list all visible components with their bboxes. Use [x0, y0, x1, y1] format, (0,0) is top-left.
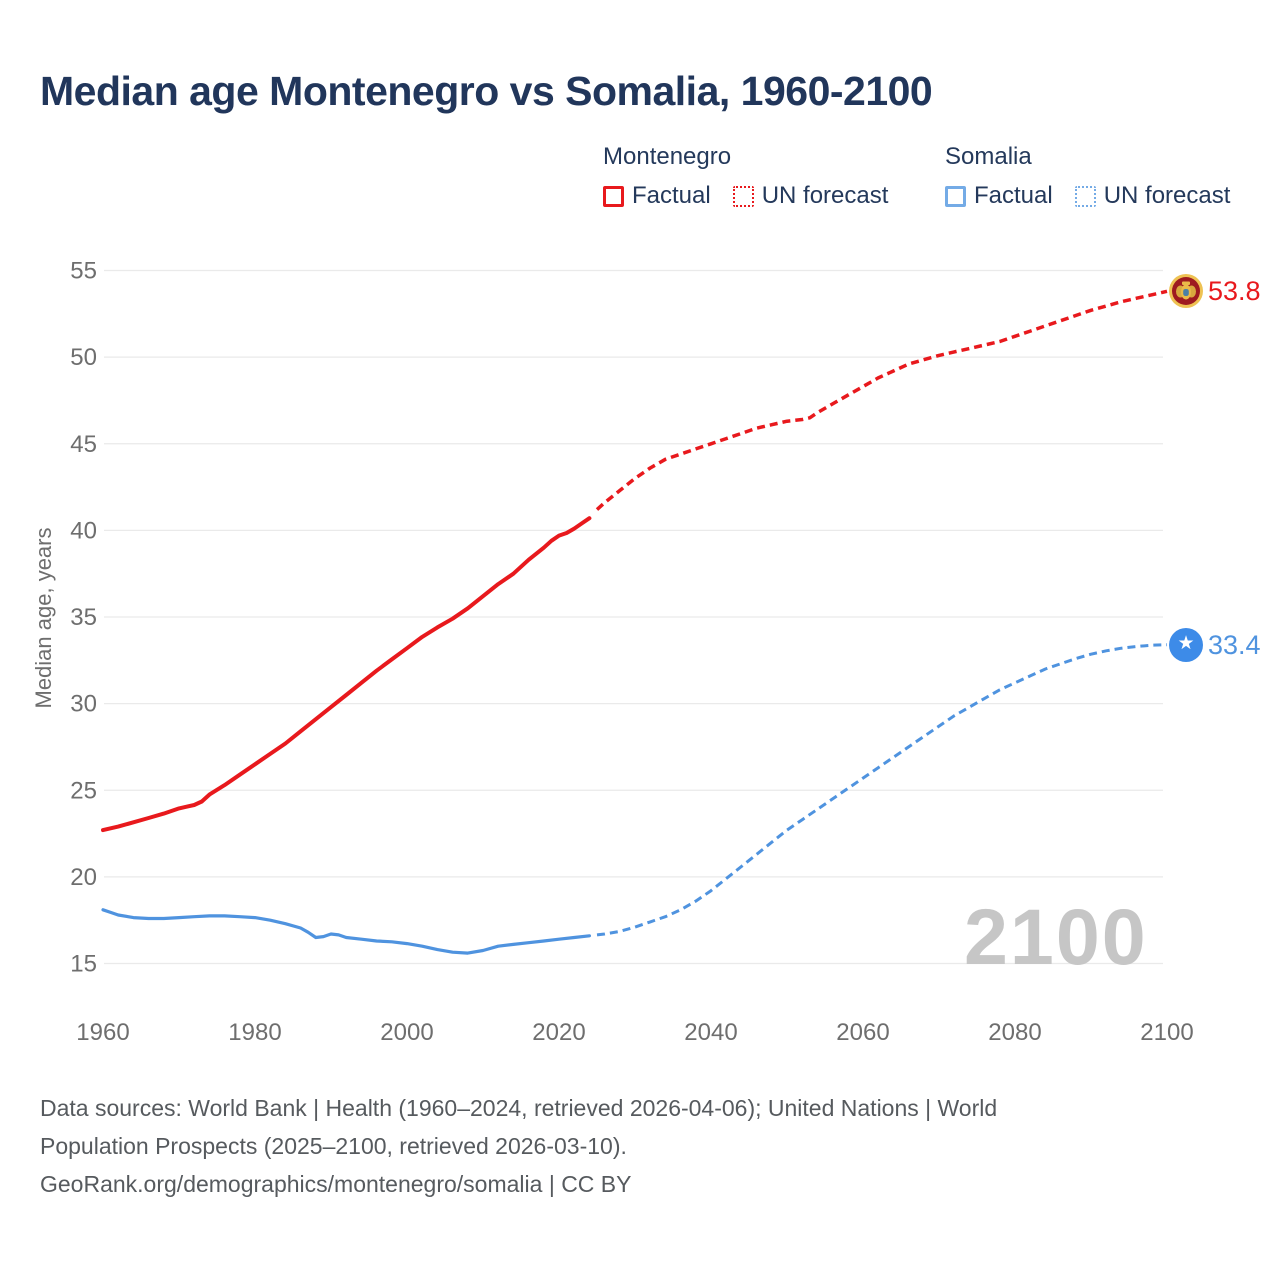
montenegro-flag-emblem	[1169, 274, 1203, 308]
y-tick-label-45: 45	[70, 430, 97, 458]
legend-item-label: Factual	[974, 182, 1053, 209]
somalia-end-value: 33.4	[1208, 629, 1261, 660]
x-tick-label-2020: 2020	[532, 1019, 586, 1046]
source-line-3: GeoRank.org/demographics/montenegro/somalia | CC BY	[40, 1171, 632, 1197]
series-line-somalia-factual	[103, 910, 589, 953]
x-tick-label-2080: 2080	[988, 1019, 1042, 1046]
y-axis-title: Median age, years	[31, 527, 56, 709]
legend-item-label: UN forecast	[761, 182, 889, 209]
star-icon: ★	[1177, 633, 1195, 655]
somalia-flag-icon	[1169, 628, 1203, 662]
x-tick-label-1960: 1960	[76, 1019, 130, 1046]
y-tick-label-30: 30	[70, 690, 97, 718]
montenegro-end-value: 53.8	[1208, 276, 1261, 307]
source-line-1: Data sources: World Bank | Health (1960–2024, retrieved 2026-04-06); United Nations | World	[40, 1095, 998, 1121]
y-tick-label-25: 25	[70, 777, 97, 805]
x-tick-label-1980: 1980	[228, 1019, 282, 1046]
source-attribution	[40, 1089, 997, 1203]
y-tick-label-35: 35	[70, 604, 97, 631]
y-tick-label-55: 55	[70, 257, 97, 285]
x-tick-label-2100: 2100	[1140, 1019, 1194, 1046]
montenegro-flag-icon	[1169, 274, 1203, 308]
legend-item-label: UN forecast	[1103, 182, 1231, 209]
y-tick-label-20: 20	[70, 863, 97, 891]
watermark-year: 2100	[964, 892, 1148, 981]
y-tick-label-15: 15	[70, 950, 97, 978]
legend-item-label: Factual	[632, 182, 711, 209]
y-tick-label-50: 50	[70, 344, 97, 372]
page-title: Median age Montenegro vs Somalia, 1960-2100	[40, 68, 933, 114]
series-line-montenegro-forecast	[597, 291, 1167, 509]
y-tick-label-40: 40	[70, 517, 97, 545]
x-tick-label-2060: 2060	[836, 1019, 890, 1046]
series-line-montenegro-factual	[103, 518, 589, 830]
legend-header-montenegro: Montenegro	[603, 143, 732, 170]
x-tick-label-2000: 2000	[380, 1019, 434, 1046]
x-tick-label-2040: 2040	[684, 1019, 738, 1046]
legend-header-somalia: Somalia	[945, 143, 1032, 170]
source-line-2: Population Prospects (2025–2100, retrieved 2026-03-10).	[40, 1133, 627, 1159]
